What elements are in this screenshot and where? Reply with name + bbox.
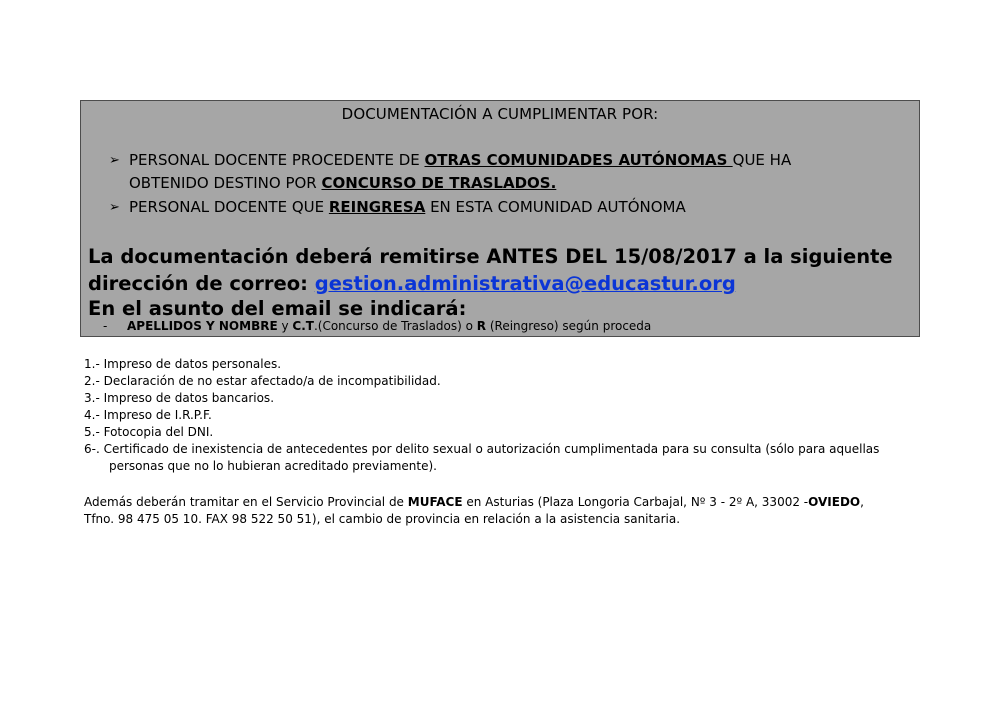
deadline-text: La documentación deberá remitirse ANTES DEL 15/08/2017 a la siguiente [88,245,893,268]
email-label: dirección de correo: [88,272,315,295]
document-item: 2.- Declaración de no estar afectado/a de incompatibilidad. [84,374,441,388]
bullet-text-mid: QUE HA [732,151,792,169]
document-item: 6-. Certificado de inexistencia de antecedentes por delito sexual o autorización cumplimentada para su consulta (sólo para aquellas [84,442,880,456]
subject-part: C.T [292,319,314,333]
subject-part: R [476,319,487,333]
subject-part: y [277,319,293,333]
document-item-continuation: personas que no lo hubieran acreditado previamente). [109,459,437,473]
note-text: en Asturias (Plaza Longoria Carbajal, Nº 3 - 2º A, 33002 - [462,495,809,509]
document-item: 5.- Fotocopia del DNI. [84,425,214,439]
bullet-text-post: EN ESTA COMUNIDAD AUTÓNOMA [425,198,686,216]
muface-note [84,494,916,528]
subject-part: (Reingreso) según proceda [486,319,652,333]
subject-part: .(Concurso de Traslados) o [313,319,477,333]
subject-instruction [103,319,651,333]
bullet-item-reingresa [109,196,913,219]
bullet-text-pre: PERSONAL DOCENTE PROCEDENTE DE [129,151,425,169]
bullet-line2-pre: OBTENIDO DESTINO POR [129,174,322,192]
subject-heading: En el asunto del email se indicará: [88,297,467,320]
document-item: 3.- Impreso de datos bancarios. [84,391,275,405]
arrow-bullet-icon: ➢ [109,200,120,215]
bullet-item-otras-comunidades [109,149,913,195]
bullet-emphasis: OTRAS COMUNIDADES AUTÓNOMAS [424,151,733,169]
arrow-bullet-icon: ➢ [109,153,120,168]
bullet-text [129,149,913,172]
documents-list [84,356,879,475]
document-item: 4.- Impreso de I.R.P.F. [84,408,212,422]
info-box [80,100,920,337]
subject-part: APELLIDOS Y NOMBRE [127,319,278,333]
bullet-text-line2 [129,172,913,195]
muface-note-line1 [84,494,916,511]
muface-note-line2: Tfno. 98 475 05 10. FAX 98 522 50 51), el cambio de provincia en relación a la asistencia sanitaria. [84,512,681,526]
note-oviedo: OVIEDO [808,495,861,509]
note-text: Además deberán tramitar en el Servicio Provincial de [84,495,408,509]
note-muface: MUFACE [407,495,463,509]
bullet-line2-emphasis: CONCURSO DE TRASLADOS. [321,174,557,192]
email-link[interactable]: gestion.administrativa@educastur.org [314,272,736,295]
box-title: DOCUMENTACIÓN A CUMPLIMENTAR POR: [341,105,659,123]
dash: - [103,319,108,333]
email-line [88,270,913,297]
bullet-text-pre: PERSONAL DOCENTE QUE [129,198,329,216]
bullet-emphasis: REINGRESA [328,198,426,216]
note-text: , [860,495,864,509]
bullet-text [129,196,913,219]
document-item: 1.- Impreso de datos personales. [84,357,282,371]
